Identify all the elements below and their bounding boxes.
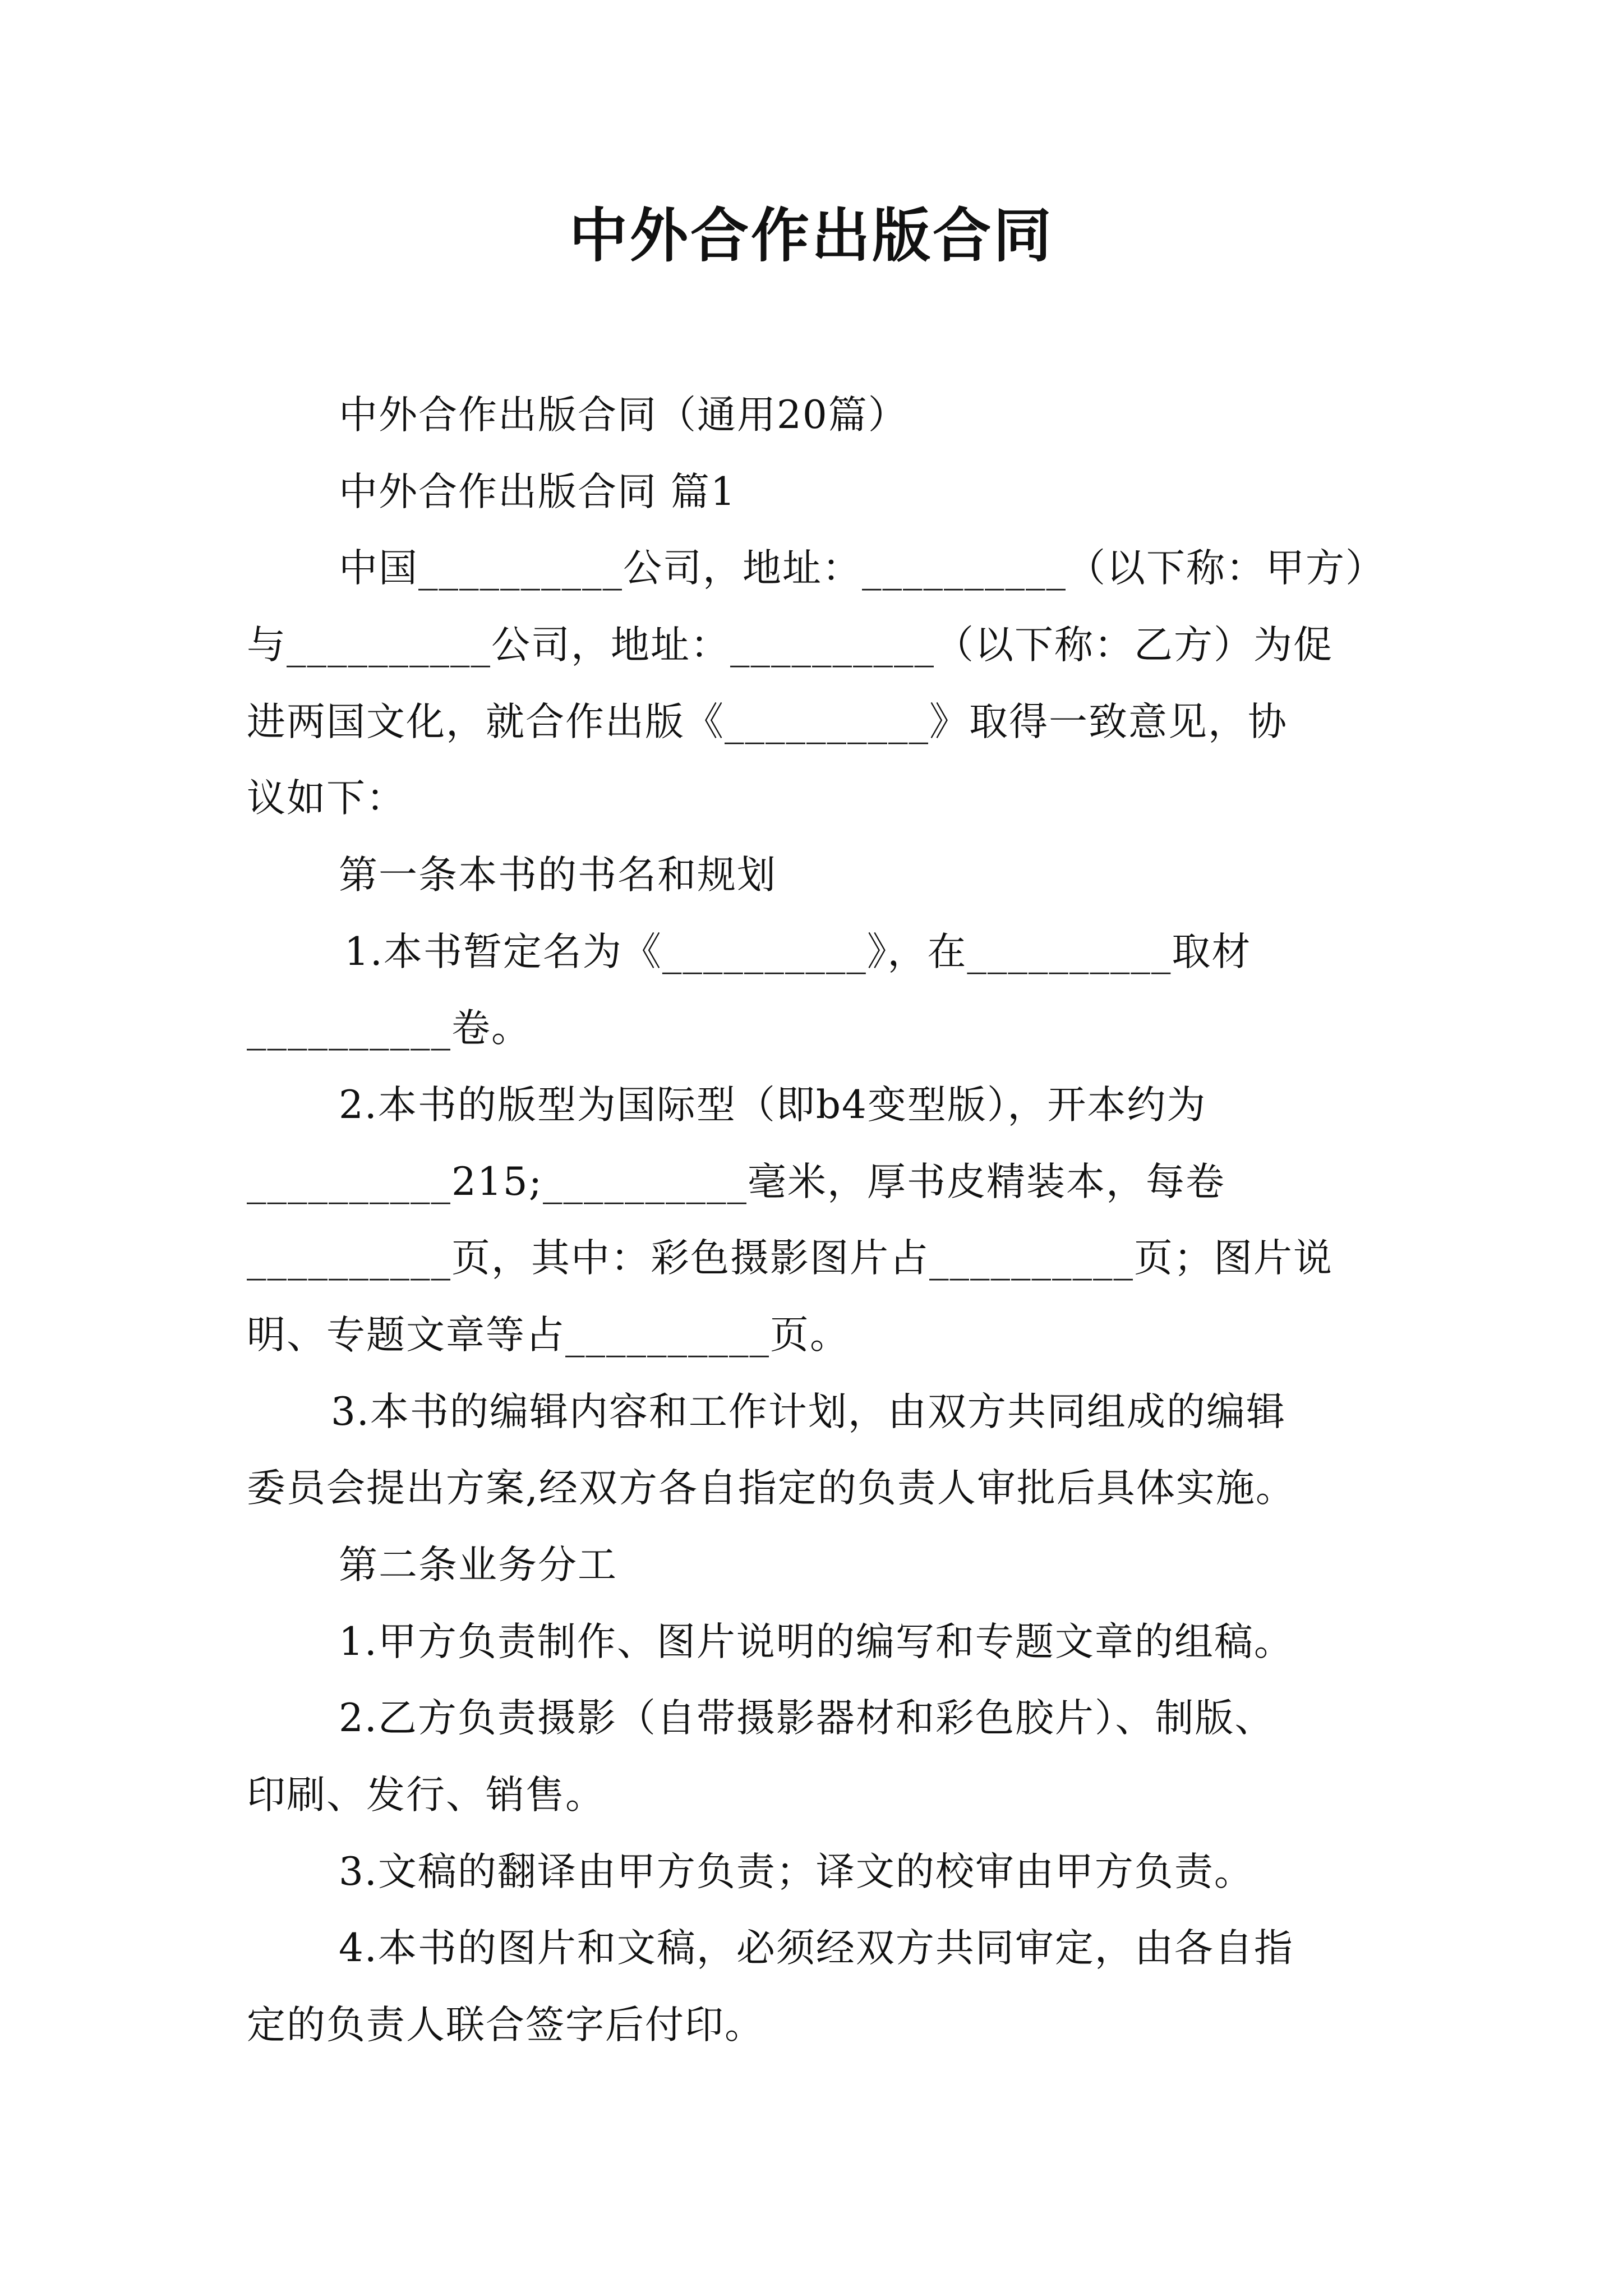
- paragraph-line: 与__________公司，地址：__________（以下称：乙方）为促: [247, 623, 1333, 668]
- paragraph-line: 3.本书的编辑内容和工作计划，由双方共同组成的编辑: [331, 1389, 1286, 1434]
- paragraph-line: 明、专题文章等占__________页。: [247, 1313, 850, 1358]
- section-heading: 第一条本书的书名和规划: [339, 853, 777, 898]
- paragraph-line: 1.甲方负责制作、图片说明的编写和专题文章的组稿。: [339, 1619, 1294, 1664]
- paragraph-line: 3.文稿的翻译由甲方负责；译文的校审由甲方负责。: [339, 1849, 1254, 1894]
- paragraph-line: 进两国文化，就合作出版《__________》取得一致意见，协: [247, 700, 1288, 744]
- paragraph-line: 2.本书的版型为国际型（即b4变型版），开本约为: [339, 1083, 1207, 1128]
- article-heading: 中外合作出版合同 篇1: [339, 470, 736, 514]
- paragraph-line: 委员会提出方案,经双方各自指定的负责人审批后具体实施。: [247, 1466, 1295, 1511]
- document-title: 中外合作出版合同: [569, 201, 1054, 270]
- section-heading: 第二条业务分工: [339, 1543, 617, 1588]
- document-subtitle: 中外合作出版合同（通用20篇）: [339, 393, 908, 438]
- paragraph-line: 中国__________公司，地址：__________（以下称：甲方）: [339, 546, 1385, 591]
- paragraph-line: 印刷、发行、销售。: [247, 1773, 605, 1818]
- paragraph-line: 议如下：: [247, 776, 406, 821]
- paragraph-line: 2.乙方负责摄影（自带摄影器材和彩色胶片）、制版、: [339, 1696, 1275, 1741]
- paragraph-line: 1.本书暂定名为《__________》，在__________取材: [344, 930, 1252, 974]
- paragraph-line: 定的负责人联合签字后付印。: [247, 2003, 764, 2047]
- paragraph-line: __________页，其中：彩色摄影图片占__________页；图片说: [247, 1236, 1333, 1281]
- paragraph-line: __________215;__________毫米，厚书皮精装本，每卷: [247, 1159, 1225, 1204]
- paragraph-line: __________卷。: [247, 1006, 531, 1051]
- paragraph-line: 4.本书的图片和文稿，必须经双方共同审定，由各自指: [339, 1926, 1294, 1971]
